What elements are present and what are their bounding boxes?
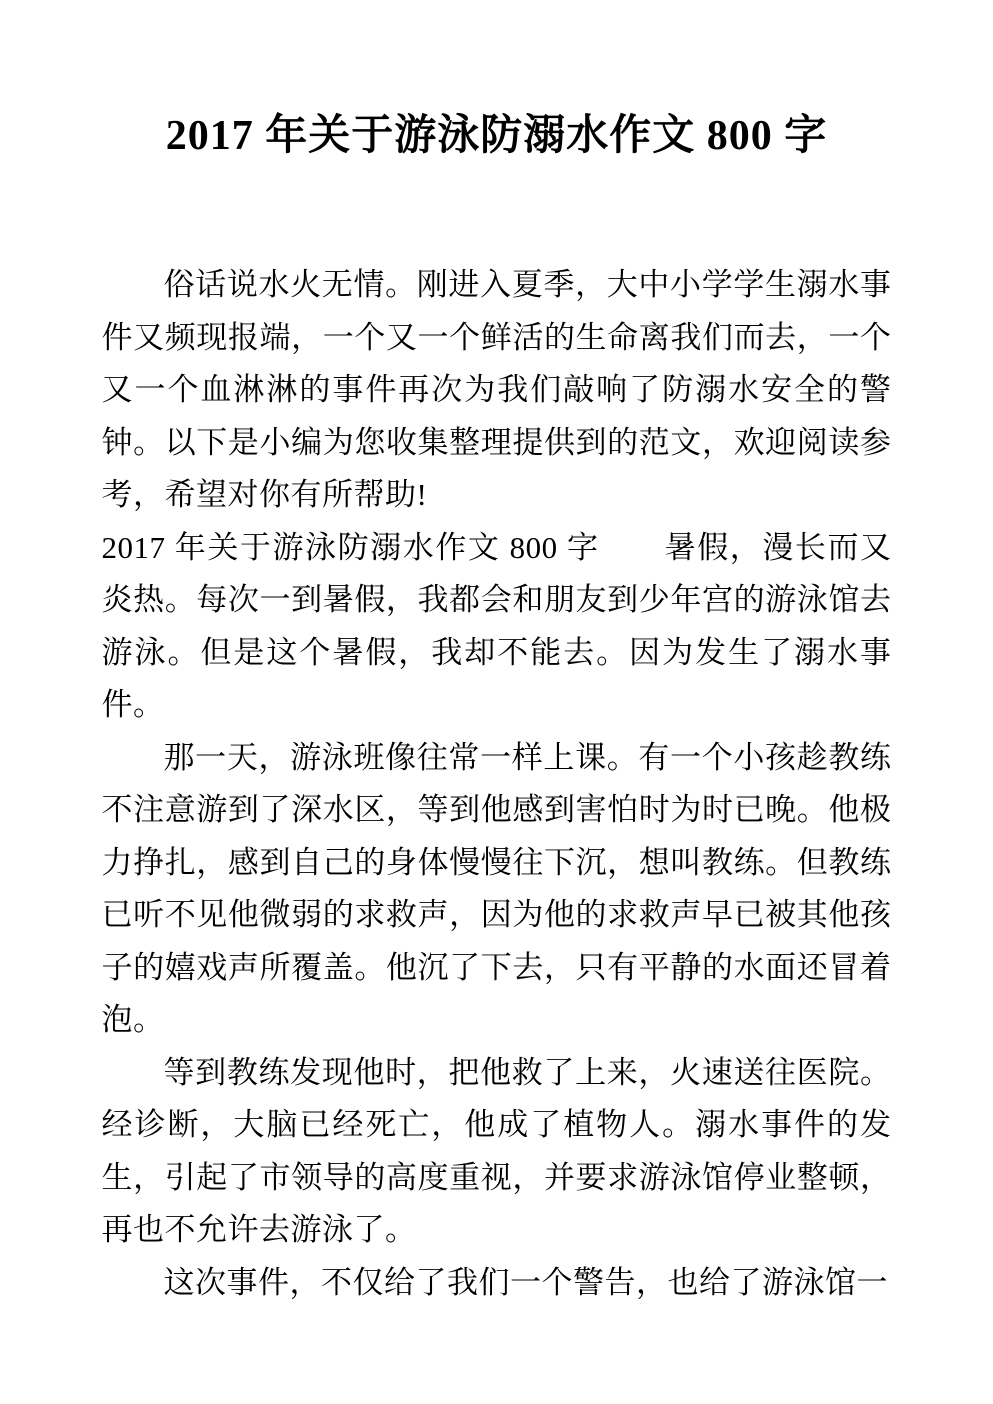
paragraph-aftermath: 等到教练发现他时，把他救了上来，火速送往医院。经诊断，大脑已经死亡，他成了植物人。溺水事件的发生，引起了市领导的高度重视，并要求游泳馆停业整顿，再也不允许去游泳了。 bbox=[101, 1054, 892, 1247]
paragraph-conclusion-partial: 这次事件，不仅给了我们一个警告，也给了游泳馆一 bbox=[163, 1264, 888, 1300]
document-title: 2017 年关于游泳防溺水作文 800 字 bbox=[165, 113, 828, 159]
paragraph-essay-start: 2017 年关于游泳防溺水作文 800 字 暑假，漫长而又炎热。每次一到暑假，我都会和朋友到少年宫的游泳馆去游泳。但是这个暑假，我却不能去。因为发生了溺水事件。 bbox=[101, 529, 892, 722]
paragraph-incident: 那一天，游泳班像往常一样上课。有一个小孩趁教练不注意游到了深水区，等到他感到害怕时为时已晚。他极力挣扎，感到自己的身体慢慢往下沉，想叫教练。但教练已听不见他微弱的求救声，因为他的求救声早已被其他孩子的嬉戏声所覆盖。他沉了下去，只有平静的水面还冒着泡。 bbox=[101, 739, 892, 1037]
paragraph-intro: 俗话说水火无情。刚进入夏季，大中小学学生溺水事件又频现报端，一个又一个鲜活的生命离我们而去，一个又一个血淋淋的事件再次为我们敲响了防溺水安全的警钟。以下是小编为您收集整理提供到的范文，欢迎阅读参考，希望对你有所帮助! bbox=[101, 267, 892, 512]
document-body bbox=[102, 259, 892, 1309]
